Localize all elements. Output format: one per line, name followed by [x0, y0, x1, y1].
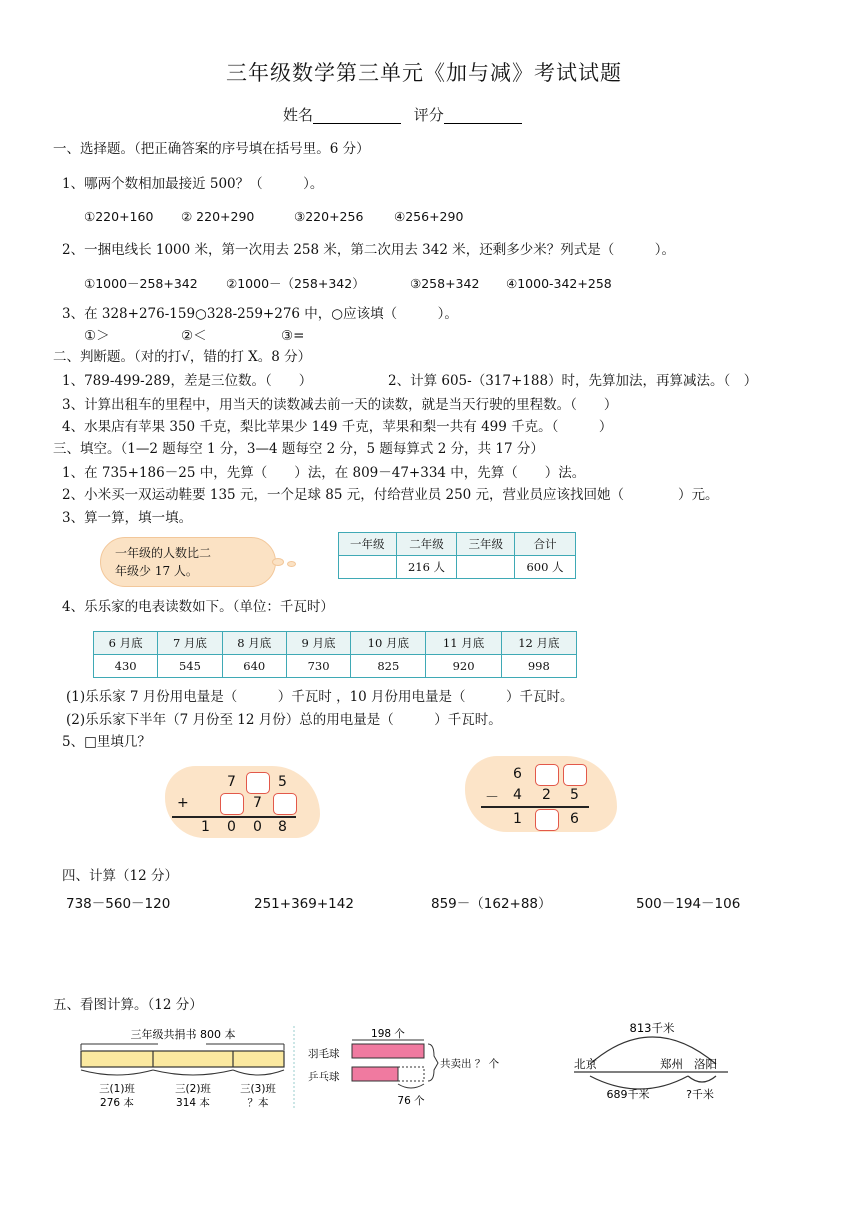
grade-table: [338, 532, 576, 579]
s1-q3: 3、在 328+276-159○328-259+276 中，○应该填（ ）。: [62, 306, 458, 322]
meter-header: 8 月底: [222, 632, 286, 655]
grade-cell: 216 人: [396, 556, 457, 579]
fig1-class-label: 三(2)班: [175, 1083, 211, 1095]
sub-digit: 2: [542, 787, 551, 803]
meter-cell: 640: [222, 655, 286, 678]
s3-q5: 5、□里填几？: [62, 734, 151, 750]
s1-q3-opt-b: ②＜: [181, 328, 207, 344]
page-title: 三年级数学第三单元《加与减》考试试题: [226, 61, 622, 85]
bubble-dot: [272, 558, 284, 566]
add-line: [172, 816, 296, 818]
s3-q4-2: (2)乐乐家下半年（7 月份至 12 月份）总的用电量是（ ）千瓦时。: [66, 712, 502, 728]
s1-q3-opt-c: ③=: [281, 328, 305, 344]
s2-q4: 4、水果店有苹果 350 千克，梨比苹果少 149 千克，苹果和梨一共有 499 千克。（ ）: [62, 419, 613, 435]
add-blank-box[interactable]: [246, 772, 270, 794]
section5-heading: 五、看图计算。（12 分）: [53, 997, 203, 1013]
meter-cell: 430: [94, 655, 158, 678]
sub-blank-box[interactable]: [535, 809, 559, 831]
meter-cell: 545: [158, 655, 222, 678]
add-digit: 0: [253, 819, 262, 835]
fig2-top-label: 198 个: [371, 1028, 405, 1040]
fig2-side-label: 共卖出 ？ 个: [440, 1058, 500, 1070]
meter-header: 12 月底: [501, 632, 576, 655]
s1-q1-opt-a: ①220+160: [84, 209, 154, 224]
name-label: 姓名: [283, 106, 314, 124]
grade-cell[interactable]: [339, 556, 397, 579]
add-digit: 8: [278, 819, 287, 835]
s1-q2: 2、一捆电线长 1000 米，第一次用去 258 米，第二次用去 342 米，还剩多少米？列式是（ ）。: [62, 242, 675, 258]
s3-q3: 3、算一算，填一填。: [62, 510, 193, 526]
s2-q3: 3、计算出租车的里程中，用当天的读数减去前一天的读数，就是当天行驶的里程数。（ ）: [62, 397, 618, 413]
fig1-total-label: 三年级共捐书 800 本: [130, 1028, 236, 1041]
s2-q2: 2、计算 605-（317+188）时，先算加法，再算减法。（ ）: [388, 373, 758, 389]
fig1-bar: [81, 1051, 284, 1067]
grade-header: 二年级: [396, 533, 457, 556]
fig3-bottom-right: ?千米: [686, 1088, 714, 1101]
meter-header: 6 月底: [94, 632, 158, 655]
s1-q1-opt-d: ④256+290: [394, 209, 464, 224]
sub-blank-box[interactable]: [535, 764, 559, 786]
name-field[interactable]: [283, 106, 522, 124]
thought-bubble: [100, 537, 276, 587]
s3-q2: 2、小米买一双运动鞋要 135 元，一个足球 85 元，付给营业员 250 元，营业员应该找回她（ ）元。: [62, 487, 719, 503]
sub-blank-box[interactable]: [563, 764, 587, 786]
fig1-value: ？本: [247, 1097, 269, 1109]
meter-header: 11 月底: [426, 632, 501, 655]
meter-header: 7 月底: [158, 632, 222, 655]
grade-header: 合计: [515, 533, 576, 556]
fig2-bottom-label: 76 个: [397, 1095, 425, 1107]
sub-digit: 4: [513, 787, 522, 803]
add-digit: 7: [253, 795, 262, 811]
calc-item: 251+369+142: [254, 896, 354, 912]
meter-header: 10 月底: [351, 632, 426, 655]
add-digit: 0: [227, 819, 236, 835]
fig2-bar-badminton: [352, 1044, 424, 1058]
fig3-city: 郑州: [660, 1057, 683, 1071]
fig3-city: 洛阳: [694, 1057, 717, 1071]
calc-item: 738－560－120: [66, 896, 171, 912]
meter-cell: 998: [501, 655, 576, 678]
fig2-row-label: 羽毛球: [308, 1048, 340, 1060]
section3-heading: 三、填空。（1—2 题每空 1 分，3—4 题每空 2 分，5 题每算式 2 分，共 17 分）: [53, 441, 544, 457]
add-blank-box[interactable]: [220, 793, 244, 815]
s1-q3-opt-a: ①＞: [84, 328, 110, 344]
sub-digit: 5: [570, 787, 579, 803]
section2-heading: 二、判断题。（对的打√，错的打 X。8 分）: [53, 349, 312, 365]
add-plus-sign: +: [177, 795, 189, 811]
grade-header: 一年级: [339, 533, 397, 556]
bubble-line-1: 一年级的人数比二: [115, 546, 212, 560]
meter-cell: 920: [426, 655, 501, 678]
s1-q2-opt-c: ③258+342: [410, 276, 480, 291]
s3-q1: 1、在 735+186－25 中，先算（ ）法，在 809－47+334 中，先算（ ）法。: [62, 465, 586, 481]
route-figure: [560, 1018, 760, 1112]
fig3-bottom-left: 689千米: [606, 1088, 650, 1101]
fig2-row-label: 乒乓球: [308, 1071, 340, 1083]
s1-q2-opt-b: ②1000－（258+342）: [226, 276, 365, 291]
fig1-value: 314 本: [176, 1097, 210, 1109]
s1-q2-opt-a: ①1000－258+342: [84, 276, 198, 291]
bubble-dot: [287, 561, 296, 567]
grade-header: 三年级: [457, 533, 515, 556]
bubble-line-2: 年级少 17 人。: [115, 564, 198, 578]
grade-cell[interactable]: [457, 556, 515, 579]
sub-line: [481, 806, 589, 808]
meter-header: 9 月底: [286, 632, 350, 655]
ball-sales-figure: [308, 1027, 500, 1107]
fig2-bar-pingpong: [352, 1067, 398, 1081]
sub-minus-sign: －: [485, 790, 499, 806]
meter-table: [93, 631, 577, 678]
s1-q2-opt-d: ④1000-342+258: [506, 276, 612, 291]
calc-item: 859－（162+88）: [431, 896, 552, 912]
picture-problems: [78, 1022, 510, 1112]
section1-heading: 一、选择题。（把正确答案的序号填在括号里。6 分）: [53, 141, 370, 157]
sub-digit: 6: [513, 766, 522, 782]
score-label: 评分: [413, 106, 444, 124]
meter-cell: 825: [351, 655, 426, 678]
add-digit: 1: [201, 819, 210, 835]
meter-cell: 730: [286, 655, 350, 678]
section4-heading: 四、计算（12 分）: [62, 868, 178, 884]
calc-item: 500－194－106: [636, 896, 741, 912]
fig1-value: 276 本: [100, 1097, 134, 1109]
fig3-top-label: 813千米: [629, 1021, 675, 1035]
sub-digit: 1: [513, 811, 522, 827]
s3-q4-1: (1)乐乐家 7 月份用电量是（ ）千瓦时 ，10 月份用电量是（ ）千瓦时。: [66, 689, 574, 705]
s1-q1: 1、哪两个数相加最接近 500？（ ）。: [62, 176, 324, 192]
sub-digit: 6: [570, 811, 579, 827]
s2-q1: 1、789-499-289，差是三位数。（ ）: [62, 373, 313, 389]
s1-q1-opt-b: ② 220+290: [181, 209, 255, 224]
grade-cell: 600 人: [515, 556, 576, 579]
add-digit: 5: [278, 774, 287, 790]
fig3-city: 北京: [574, 1057, 597, 1071]
s3-q4: 4、乐乐家的电表读数如下。（单位：千瓦时）: [62, 599, 334, 615]
fig1-class-label: 三(1)班: [99, 1083, 135, 1095]
book-donation-figure: [81, 1027, 284, 1109]
add-digit: 7: [227, 774, 236, 790]
add-blank-box[interactable]: [273, 793, 297, 815]
s1-q1-opt-c: ③220+256: [294, 209, 364, 224]
fig1-class-label: 三(3)班: [240, 1083, 276, 1095]
